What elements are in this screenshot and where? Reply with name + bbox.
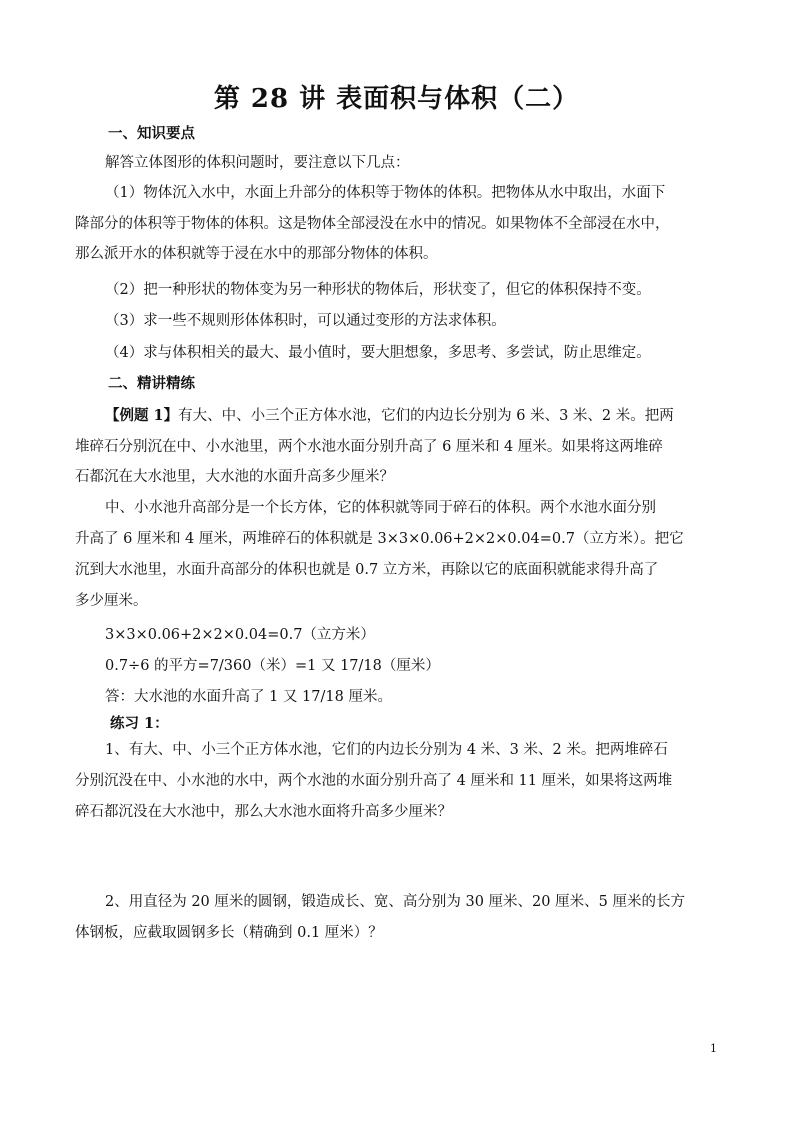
answer: 答：大水池的水面升高了 1 又 17/18 厘米。 [105, 689, 392, 705]
calculation-1: 3×3×0.06+2×2×0.04=0.7（立方米） [105, 627, 375, 643]
example-1-line-2: 堆碎石分别沉在中、小水池里，两个水池水面分别升高了 6 厘米和 4 厘米。如果将这两堆碎 [75, 439, 663, 455]
example-1-text: 有大、中、小三个正方体水池，它们的内边长分别为 6 米、3 米、2 米。把两 [178, 408, 674, 424]
solution-line-1: 中、小水池升高部分是一个长方体，它的体积就等同于碎石的体积。两个水池水面分别 [105, 500, 656, 516]
point-2: （2）把一种形状的物体变为另一种形状的物体后，形状变了，但它的体积保持不变。 [105, 282, 651, 298]
point-4: （4）求与体积相关的最大、最小值时，要大胆想象，多思考、多尝试，防止思维定。 [105, 345, 651, 361]
question-1-line-3: 碎石都沉没在大水池中，那么大水池水面将升高多少厘米？ [75, 804, 452, 820]
calculation-2: 0.7÷6 的平方=7/360（米）=1 又 17/18（厘米） [105, 658, 440, 674]
example-1-line-3: 石都沉在大水池里，大水池的水面升高多少厘米？ [75, 469, 394, 485]
practice-label: 练习 1： [110, 715, 169, 732]
question-2-line-1: 2、用直径为 20 厘米的圆钢，锻造成长、宽、高分别为 30 厘米、20 厘米、5 厘米的长方 [105, 894, 685, 910]
section-heading-practice: 二、精讲精练 [108, 375, 195, 392]
point-1-line-3: 那么派开水的体积就等于浸在水中的那部分物体的体积。 [75, 246, 438, 262]
intro-paragraph: 解答立体图形的体积问题时，要注意以下几点： [105, 155, 410, 171]
section-heading-key-points: 一、知识要点 [108, 125, 195, 142]
question-1-line-1: 1、有大、中、小三个正方体水池，它们的内边长分别为 4 米、3 米、2 米。把两堆碎石 [105, 742, 668, 758]
solution-line-2: 升高了 6 厘米和 4 厘米，两堆碎石的体积就是 3×3×0.06+2×2×0.04=0.7（立方米）。把它 [75, 531, 684, 547]
question-2-line-2: 体钢板，应截取圆钢多长（精确到 0.1 厘米）？ [75, 925, 383, 941]
example-1-line-1 [105, 406, 725, 426]
solution-line-4: 多少厘米。 [75, 593, 148, 609]
page-number: 1 [710, 1042, 717, 1055]
question-1-line-2: 分别沉没在中、小水池的水中，两个水池的水面分别升高了 4 厘米和 11 厘米，如果将这两堆 [75, 773, 673, 789]
point-3: （3）求一些不规则形体体积时，可以通过变形的方法求体积。 [105, 313, 506, 329]
point-1-line-2: 降部分的体积等于物体的体积。这是物体全部浸没在水中的情况。如果物体不全部浸在水中， [75, 216, 670, 232]
example-label: 【例题 1】 [105, 407, 179, 424]
point-1-line-1: （1）物体沉入水中，水面上升部分的体积等于物体的体积。把物体从水中取出，水面下 [105, 185, 666, 201]
page-title: 第 28 讲 表面积与体积（二） [213, 84, 580, 114]
solution-line-3: 沉到大水池里，水面升高部分的体积也就是 0.7 立方米，再除以它的底面积就能求得升高了 [75, 562, 659, 578]
